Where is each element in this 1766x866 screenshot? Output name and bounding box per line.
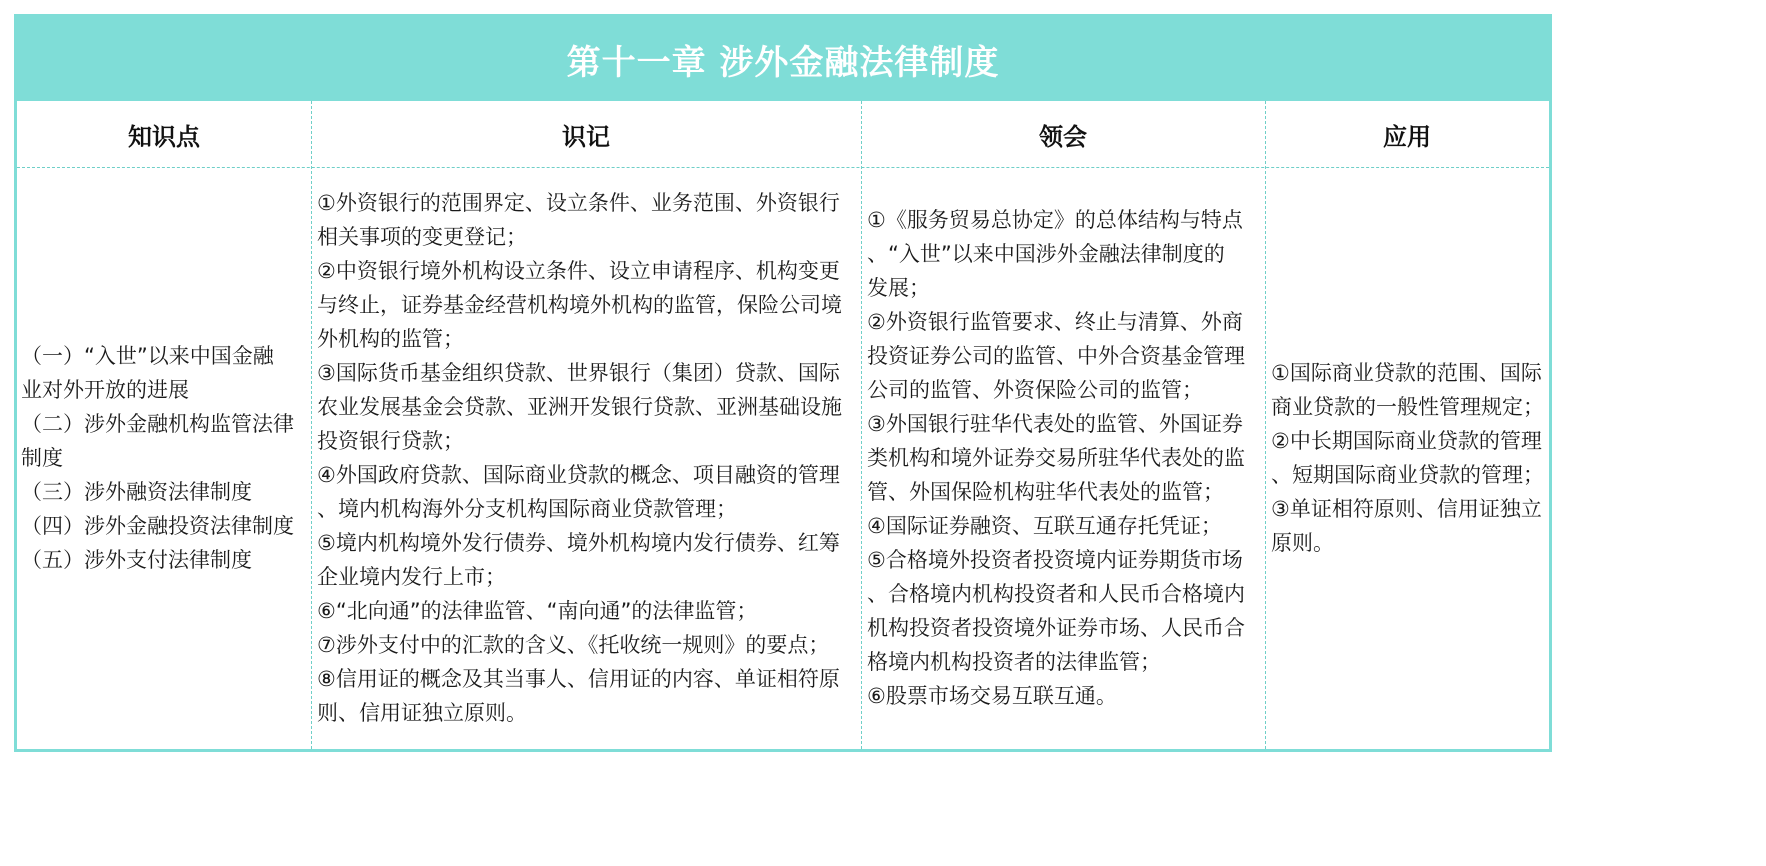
header-understand: 领会 (1039, 122, 1087, 151)
text-line: 则、信用证独立原则。 (317, 701, 527, 725)
text-line: ②外资银行监管要求、终止与清算、外商 (867, 310, 1243, 334)
text-line: 管、外国保险机构驻华代表处的监管； (867, 480, 1224, 504)
text-line: 相关事项的变更登记； (317, 225, 527, 249)
text-line: ③外国银行驻华代表处的监管、外国证券 (867, 412, 1243, 436)
text-line: ④国际证券融资、互联互通存托凭证； (867, 514, 1222, 538)
text-line: 、“入世”以来中国涉外金融法律制度的 (867, 242, 1225, 266)
text-line: 公司的监管、外资保险公司的监管； (867, 378, 1203, 402)
text-line: ⑤境内机构境外发行债券、境外机构境内发行债券、红筹 (317, 531, 840, 555)
text-line: ③国际货币基金组织贷款、世界银行（集团）贷款、国际 (317, 361, 840, 385)
text-line: 、合格境内机构投资者和人民币合格境内 (867, 582, 1245, 606)
text-line: 格境内机构投资者的法律监管； (867, 650, 1161, 674)
header-apply: 应用 (1383, 122, 1431, 151)
line-list (861, 203, 1265, 713)
text-line: ①外资银行的范围界定、设立条件、业务范围、外资银行 (317, 191, 840, 215)
text-line: （五）涉外支付法律制度 (21, 548, 252, 572)
text-line: 机构投资者投资境外证券市场、人民币合 (867, 616, 1245, 640)
text-line: ③单证相符原则、信用证独立 (1271, 497, 1542, 521)
text-line: （二）涉外金融机构监管法律 (21, 412, 294, 436)
text-line: ②中资银行境外机构设立条件、设立申请程序、机构变更 (317, 259, 840, 283)
header-knowledge: 知识点 (128, 122, 200, 151)
chapter-table (14, 14, 1552, 752)
line-list (17, 339, 311, 577)
text-line: 商业贷款的一般性管理规定； (1271, 395, 1544, 419)
text-line: 、境内机构海外分支机构国际商业贷款管理； (317, 497, 737, 521)
text-line: 农业发展基金会贷款、亚洲开发银行贷款、亚洲基础设施 (317, 395, 842, 419)
text-line: （三）涉外融资法律制度 (21, 480, 252, 504)
text-line: ⑦涉外支付中的汇款的含义、《托收统一规则》的要点； (317, 633, 830, 657)
text-line: （一）“入世”以来中国金融 (21, 344, 274, 368)
cell-understand (861, 167, 1265, 749)
cell-apply (1265, 167, 1549, 749)
text-line: 企业境内发行上市； (317, 565, 506, 589)
text-line: 与终止，证券基金经营机构境外机构的监管，保险公司境 (317, 293, 842, 317)
text-line: 、短期国际商业贷款的管理； (1271, 463, 1544, 487)
text-line: ⑧信用证的概念及其当事人、信用证的内容、单证相符原 (317, 667, 840, 691)
table-grid (17, 101, 1549, 749)
text-line: ⑥“北向通”的法律监管、“南向通”的法律监管； (317, 599, 758, 623)
title-bar (17, 17, 1549, 101)
text-line: 业对外开放的进展 (21, 378, 189, 402)
text-line: ⑥股票市场交易互联互通。 (867, 684, 1117, 708)
text-line: ⑤合格境外投资者投资境内证券期货市场 (867, 548, 1243, 572)
text-line: 原则。 (1271, 531, 1334, 555)
line-list (311, 186, 861, 730)
cell-knowledge (17, 167, 311, 749)
text-line: ②中长期国际商业贷款的管理 (1271, 429, 1542, 453)
text-line: 发展； (867, 276, 930, 300)
chapter-title: 第十一章 涉外金融法律制度 (566, 42, 1000, 83)
cell-memorize (311, 167, 861, 749)
text-line: 制度 (21, 446, 63, 470)
text-line: ①国际商业贷款的范围、国际 (1271, 361, 1542, 385)
text-line: ①《服务贸易总协定》的总体结构与特点 (867, 208, 1243, 232)
line-list (1265, 356, 1549, 560)
text-line: 投资证券公司的监管、中外合资基金管理 (867, 344, 1245, 368)
text-line: 外机构的监管； (317, 327, 464, 351)
text-line: ④外国政府贷款、国际商业贷款的概念、项目融资的管理 (317, 463, 840, 487)
text-line: 投资银行贷款； (317, 429, 464, 453)
text-line: （四）涉外金融投资法律制度 (21, 514, 294, 538)
text-line: 类机构和境外证券交易所驻华代表处的监 (867, 446, 1245, 470)
header-memorize: 识记 (562, 122, 610, 151)
